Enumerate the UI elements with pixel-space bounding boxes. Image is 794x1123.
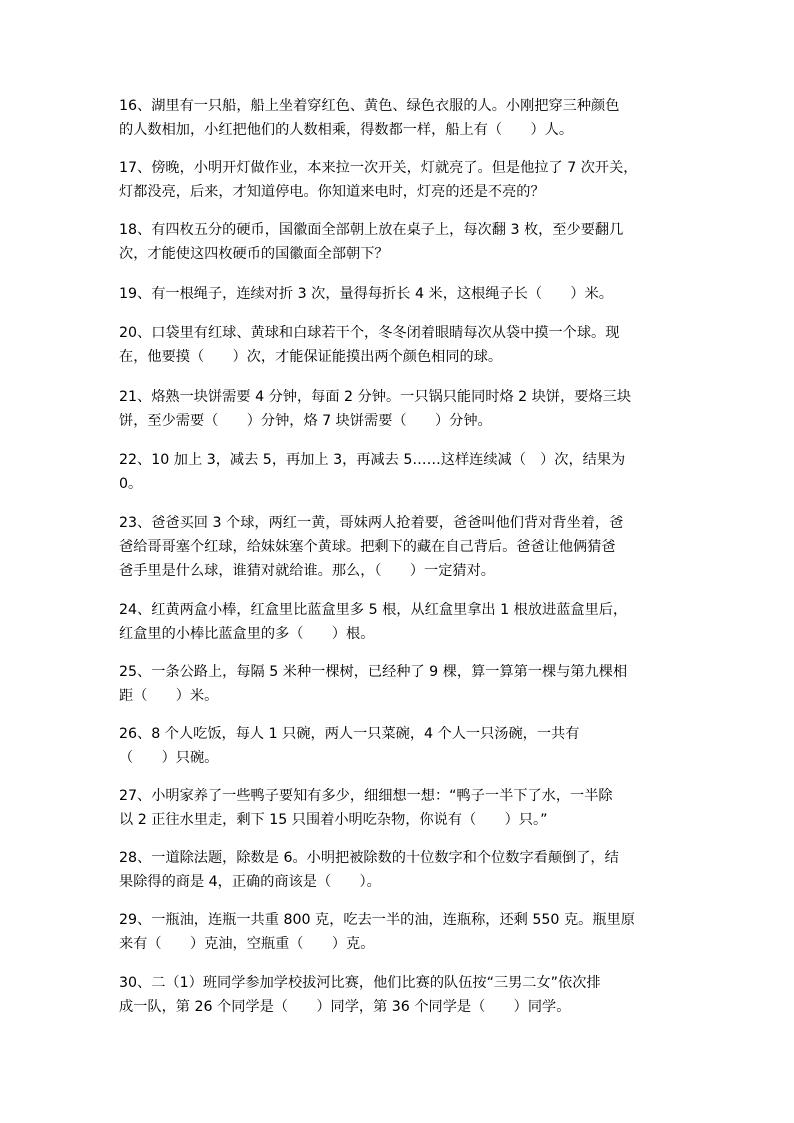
problem-22 [119, 448, 681, 496]
problem-line: 22、10 加上 3，减去 5，再加上 3，再减去 5……这样连续减（ ）次，结果为 [119, 452, 626, 468]
problem-line: 饼，至少需要（ ）分钟，烙 7 块饼需要（ ）分钟。 [119, 413, 492, 429]
problem-line: 28、一道除法题，除数是 6。小明把被除数的十位数字和个位数字看颠倒了，结 [119, 850, 619, 866]
problem-line: 17、傍晚，小明开灯做作业，本来拉一次开关，灯就亮了。但是他拉了 7 次开关， [119, 160, 638, 176]
problem-line: 成一队，第 26 个同学是（ ）同学，第 36 个同学是（ ）同学。 [119, 999, 571, 1015]
problem-19 [119, 282, 681, 306]
problem-line: 26、8 个人吃饭，每人 1 只碗，两人一只菜碗，4 个人一只汤碗，一共有 [119, 726, 580, 742]
problem-line: 在，他要摸（ ）次，才能保证能摸出两个颜色相同的球。 [119, 349, 503, 365]
problem-21 [119, 385, 681, 433]
problem-line: 19、有一根绳子，连续对折 3 次，量得每折长 4 米，这根绳子长（ ）米。 [119, 286, 613, 302]
problem-line: 以 2 正往水里走，剩下 15 只围着小明吃杂物，你说有（ ）只。” [119, 812, 548, 828]
problem-line: 25、一条公路上，每隔 5 米种一棵树，已经种了 9 棵，算一算第一棵与第九棵相 [119, 664, 628, 680]
problem-line: 爸手里是什么球，谁猜对就给谁。那么，（ ）一定猜对。 [119, 563, 495, 579]
problem-25 [119, 660, 681, 708]
problem-20 [119, 321, 681, 369]
problem-line: 16、湖里有一只船，船上坐着穿红色、黄色、绿色衣服的人。小刚把穿三种颜色 [119, 98, 620, 114]
problem-line: 距（ ）米。 [119, 688, 219, 704]
problem-line: 灯都没亮，后来，才知道停电。你知道来电时，灯亮的还是不亮的？ [119, 184, 545, 200]
problem-line: 来有（ ）克油，空瓶重（ ）克。 [119, 936, 375, 952]
problem-23 [119, 511, 681, 583]
problem-line: 20、口袋里有红球、黄球和白球若干个，冬冬闭着眼睛每次从袋中摸一个球。现 [119, 325, 620, 341]
problem-line: 30、二（1）班同学参加学校拔河比赛，他们比赛的队伍按“三男二女”依次排 [119, 975, 601, 991]
problem-line: 次，才能使这四枚硬币的国徽面全部朝下？ [119, 246, 389, 262]
problem-line: 红盒里的小棒比蓝盒里的多（ ）根。 [119, 626, 375, 642]
problem-16 [119, 94, 681, 142]
problem-line: 0。 [119, 476, 143, 492]
problem-27 [119, 784, 681, 832]
problem-line: 29、一瓶油，连瓶一共重 800 克，吃去一半的油，连瓶称，还剩 550 克。瓶里原 [119, 912, 635, 928]
problem-26 [119, 722, 681, 770]
problem-30 [119, 971, 681, 1019]
problem-line: 23、爸爸买回 3 个球，两红一黄，哥妹两人抢着要，爸爸叫他们背对背坐着，爸 [119, 515, 624, 531]
problem-line: 27、小明家养了一些鸭子要知有多少，细细想一想：“鸭子一半下了水，一半除 [119, 788, 613, 804]
problem-18 [119, 218, 681, 266]
problem-24 [119, 598, 681, 646]
problem-17 [119, 156, 681, 204]
problem-line: （ ）只碗。 [119, 750, 219, 766]
problem-line: 21、烙熟一块饼需要 4 分钟，每面 2 分钟。一只锅只能同时烙 2 块饼，要烙三块 [119, 389, 632, 405]
problem-line: 果除得的商是 4，正确的商该是（ ）。 [119, 874, 381, 890]
problem-28 [119, 846, 681, 894]
problem-29 [119, 908, 681, 956]
problem-line: 的人数相加，小红把他们的人数相乘，得数都一样，船上有（ ）人。 [119, 122, 574, 138]
problem-line: 18、有四枚五分的硬币，国徽面全部朝上放在桌子上，每次翻 3 枚，至少要翻几 [119, 222, 624, 238]
problem-line: 24、红黄两盒小棒，红盒里比蓝盒里多 5 根，从红盒里拿出 1 根放进蓝盒里后， [119, 602, 628, 618]
problem-line: 爸给哥哥塞个红球，给妹妹塞个黄球。把剩下的藏在自己背后。爸爸让他俩猜爸 [119, 539, 616, 555]
